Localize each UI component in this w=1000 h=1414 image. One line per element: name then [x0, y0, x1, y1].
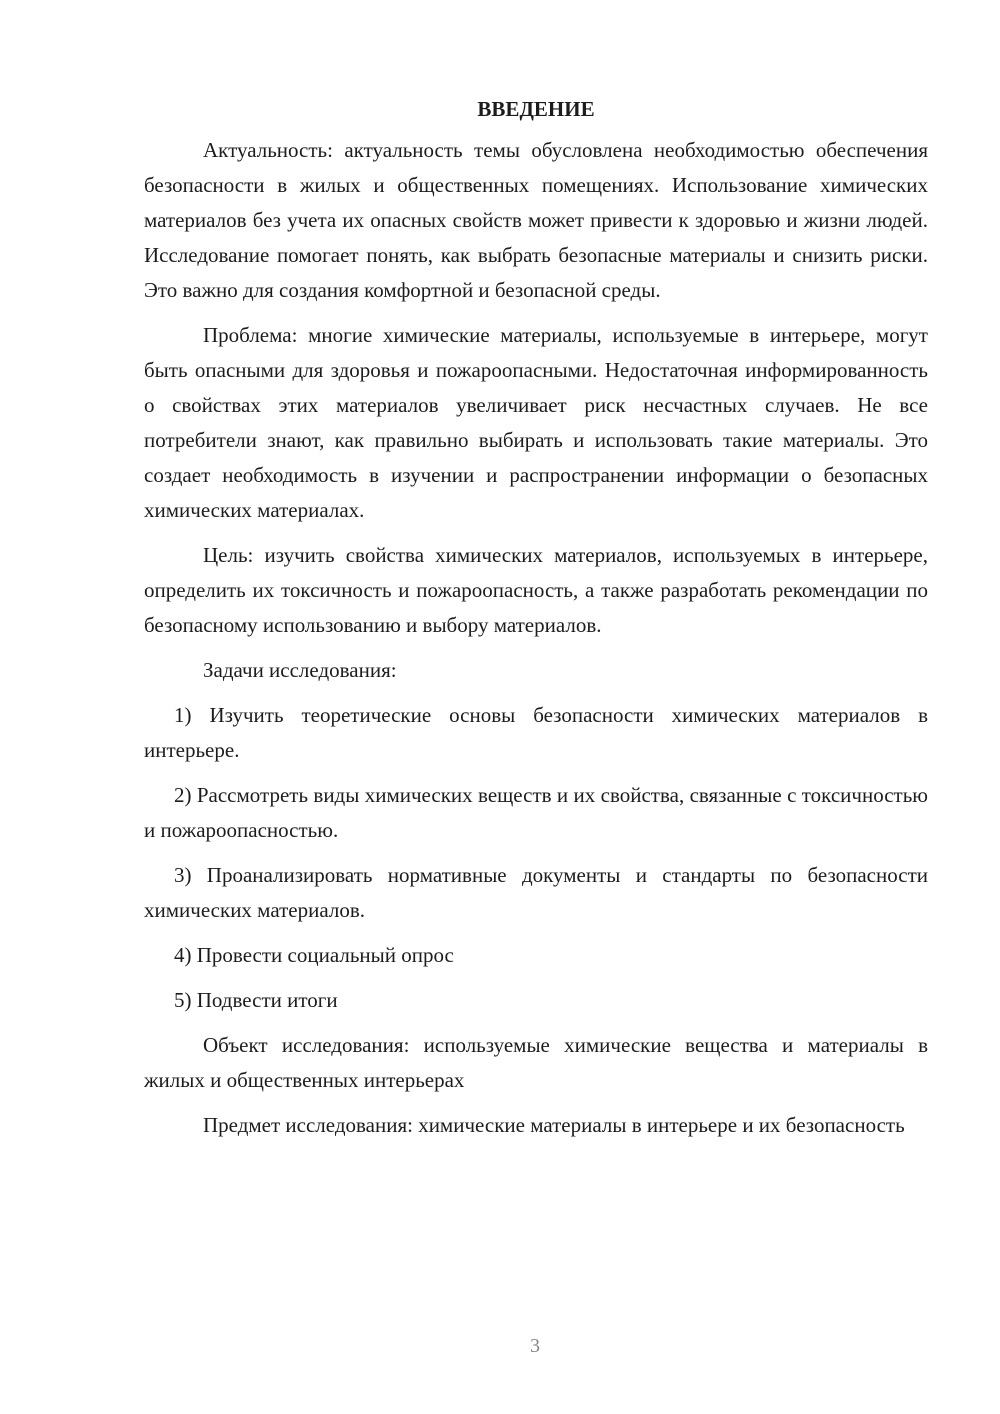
- page-content: [144, 92, 928, 1153]
- paragraph-problem: Проблема: многие химические материалы, используемые в интерьере, могут быть опасными для здоровья и пожароопасными. Недостаточная информированность о свойствах этих материалов увеличивает риск несчастных случаев. Не все потребители знают, как правильно выбирать и использовать такие материалы. Это создает необходимость в изучении и распространении информации о безопасных химических материалах.: [144, 323, 928, 522]
- task-item-4: 4) Провести социальный опрос: [174, 943, 454, 967]
- task-item-2: 2) Рассмотреть виды химических веществ и их свойства, связанные с токсичностью и пожароопасностью.: [144, 783, 928, 842]
- task-item-3: 3) Проанализировать нормативные документы и стандарты по безопасности химических материалов.: [144, 863, 928, 922]
- page-number: 3: [530, 1335, 540, 1357]
- paragraph-object: Объект исследования: используемые химические вещества и материалы в жилых и общественных интерьерах: [144, 1033, 928, 1092]
- paragraph-goal: Цель: изучить свойства химических материалов, используемых в интерьере, определить их токсичность и пожароопасность, а также разработать рекомендации по безопасному использованию и выбору материалов.: [144, 543, 928, 637]
- task-item-1: 1) Изучить теоретические основы безопасности химических материалов в интерьере.: [144, 703, 928, 762]
- paragraph-relevance: Актуальность: актуальность темы обусловлена необходимостью обеспечения безопасности в жилых и общественных помещениях. Использование химических материалов без учета их опасных свойств может привести к здоровью и жизни людей. Исследование помогает понять, как выбрать безопасные материалы и снизить риски. Это важно для создания комфортной и безопасной среды.: [144, 138, 928, 302]
- task-item-5: 5) Подвести итоги: [174, 988, 338, 1012]
- section-title: ВВЕДЕНИЕ: [477, 97, 595, 121]
- paragraph-subject: Предмет исследования: химические материалы в интерьере и их безопасность: [203, 1113, 905, 1137]
- tasks-heading: Задачи исследования:: [203, 658, 397, 682]
